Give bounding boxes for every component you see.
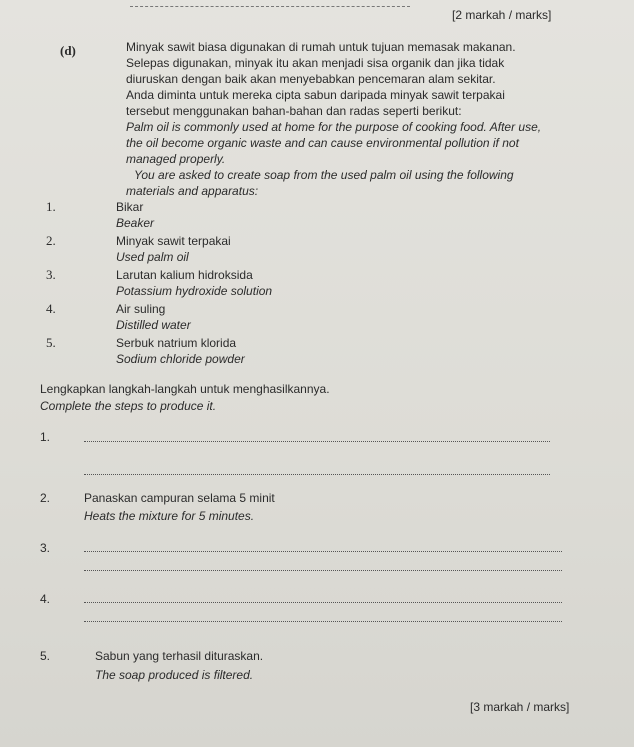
answer-line-step-4b[interactable] bbox=[84, 621, 562, 622]
material-malay: Minyak sawit terpakai bbox=[116, 234, 231, 248]
material-malay: Bikar bbox=[116, 200, 144, 214]
malay-line: diuruskan dengan baik akan menyebabkan pencemaran alam sekitar. bbox=[126, 72, 496, 86]
marks-bottom: [3 markah / marks] bbox=[470, 700, 570, 714]
material-english: Potassium hydroxide solution bbox=[116, 284, 273, 298]
material-number: 3. bbox=[46, 267, 56, 282]
malay-line: Selepas digunakan, minyak itu akan menjadi sisa organik dan jika tidak bbox=[126, 56, 505, 70]
step-number: 3. bbox=[40, 541, 51, 555]
answer-line-step-4[interactable] bbox=[84, 602, 562, 603]
answer-line-step-1b[interactable] bbox=[84, 474, 550, 475]
english-line: Palm oil is commonly used at home for the purpose of cooking food. After use, bbox=[126, 120, 542, 134]
step-number: 2. bbox=[40, 491, 51, 505]
step-number: 1. bbox=[40, 430, 51, 444]
marks-top: [2 markah / marks] bbox=[452, 8, 552, 22]
answer-line-step-3b[interactable] bbox=[84, 570, 562, 571]
material-number: 2. bbox=[46, 233, 56, 248]
step-number: 5. bbox=[40, 649, 51, 663]
material-number: 4. bbox=[46, 301, 56, 316]
step-number: 4. bbox=[40, 592, 51, 606]
material-english: Used palm oil bbox=[116, 250, 189, 264]
malay-line: tersebut menggunakan bahan-bahan dan radas seperti berikut: bbox=[126, 104, 462, 118]
malay-line: Minyak sawit biasa digunakan di rumah untuk tujuan memasak makanan. bbox=[126, 40, 516, 54]
english-line: managed properly. bbox=[126, 152, 226, 166]
material-malay: Air suling bbox=[116, 302, 166, 316]
step-malay: Panaskan campuran selama 5 minit bbox=[84, 491, 275, 505]
material-english: Distilled water bbox=[116, 318, 191, 332]
malay-line: Anda diminta untuk mereka cipta sabun daripada minyak sawit terpakai bbox=[126, 88, 505, 102]
question-label: (d) bbox=[60, 43, 76, 58]
material-number: 5. bbox=[46, 335, 56, 350]
instruction-english: Complete the steps to produce it. bbox=[40, 399, 217, 413]
material-malay: Serbuk natrium klorida bbox=[116, 336, 237, 350]
material-malay: Larutan kalium hidroksida bbox=[116, 268, 253, 282]
answer-line-step-1[interactable] bbox=[84, 441, 550, 442]
english-line: materials and apparatus: bbox=[126, 184, 259, 198]
answer-line-step-3[interactable] bbox=[84, 551, 562, 552]
step-english: The soap produced is filtered. bbox=[95, 668, 254, 682]
material-english: Sodium chloride powder bbox=[116, 352, 245, 366]
material-english: Beaker bbox=[116, 216, 155, 230]
english-line: the oil become organic waste and can cause environmental pollution if not bbox=[126, 136, 519, 150]
instruction-malay: Lengkapkan langkah-langkah untuk menghasilkannya. bbox=[40, 382, 330, 396]
step-english: Heats the mixture for 5 minutes. bbox=[84, 509, 255, 523]
material-number: 1. bbox=[46, 199, 56, 214]
top-dotted-rule bbox=[130, 6, 410, 7]
english-line: You are asked to create soap from the used palm oil using the following bbox=[134, 168, 514, 182]
step-malay: Sabun yang terhasil dituraskan. bbox=[95, 649, 264, 663]
